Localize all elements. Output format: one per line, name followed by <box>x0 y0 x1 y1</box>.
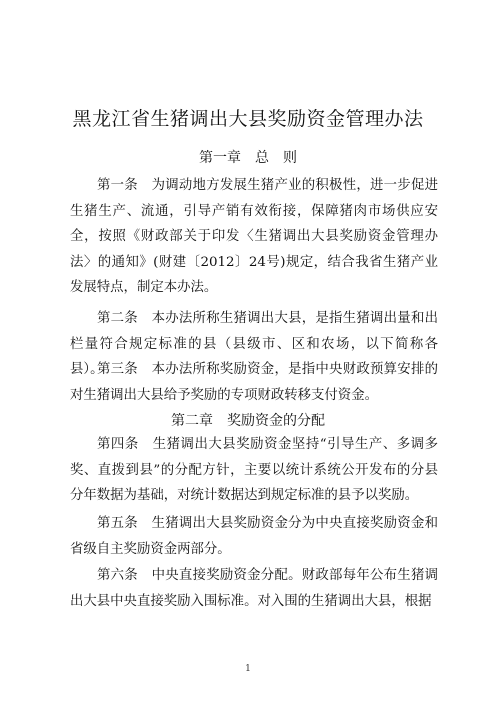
article-paragraph: 第一条 为调动地方发展生猪产业的积极性，进一步促进生猪生产、流通，引导产销有效衔接，保障猪肉市场供应安全，按照《财政部关于印发〈生猪调出大县奖励资金管理办法〉的通知》(财建〔2012〕24号)规定，结合我省生猪产业发展特点，制定本办法。 <box>70 178 438 296</box>
article-paragraph: 第二条 本办法所称生猪调出大县，是指生猪调出量和出栏量符合规定标准的县（县级市、区和农场，以下简称各县）。 <box>70 311 438 378</box>
chapter-heading: 第一章 总 则 <box>199 150 297 166</box>
article-paragraph: 第五条 生猪调出大县奖励资金分为中央直接奖励资金和省级自主奖励资金两部分。 <box>70 516 438 557</box>
chapter-heading: 第二章 奖励资金的分配 <box>171 413 325 429</box>
page-number: 1 <box>245 664 251 674</box>
article-paragraph: 第四条 生猪调出大县奖励资金坚持“引导生产、多调多奖、直拨到县”的分配方针，主要以统计系统公开发布的分县分年数据为基础，对统计数据达到规定标准的县予以奖励。 <box>70 437 438 504</box>
document-title: 黑龙江省生猪调出大县奖励资金管理办法 <box>72 108 424 130</box>
article-paragraph: 第三条 本办法所称奖励资金，是指中央财政预算安排的对生猪调出大县给予奖励的专项财政转移支付资金。 <box>70 362 438 403</box>
article-paragraph: 第六条 中央直接奖励资金分配。财政部每年公布生猪调出大县中央直接奖励入围标准。对入围的生猪调出大县，根据 <box>70 568 438 609</box>
